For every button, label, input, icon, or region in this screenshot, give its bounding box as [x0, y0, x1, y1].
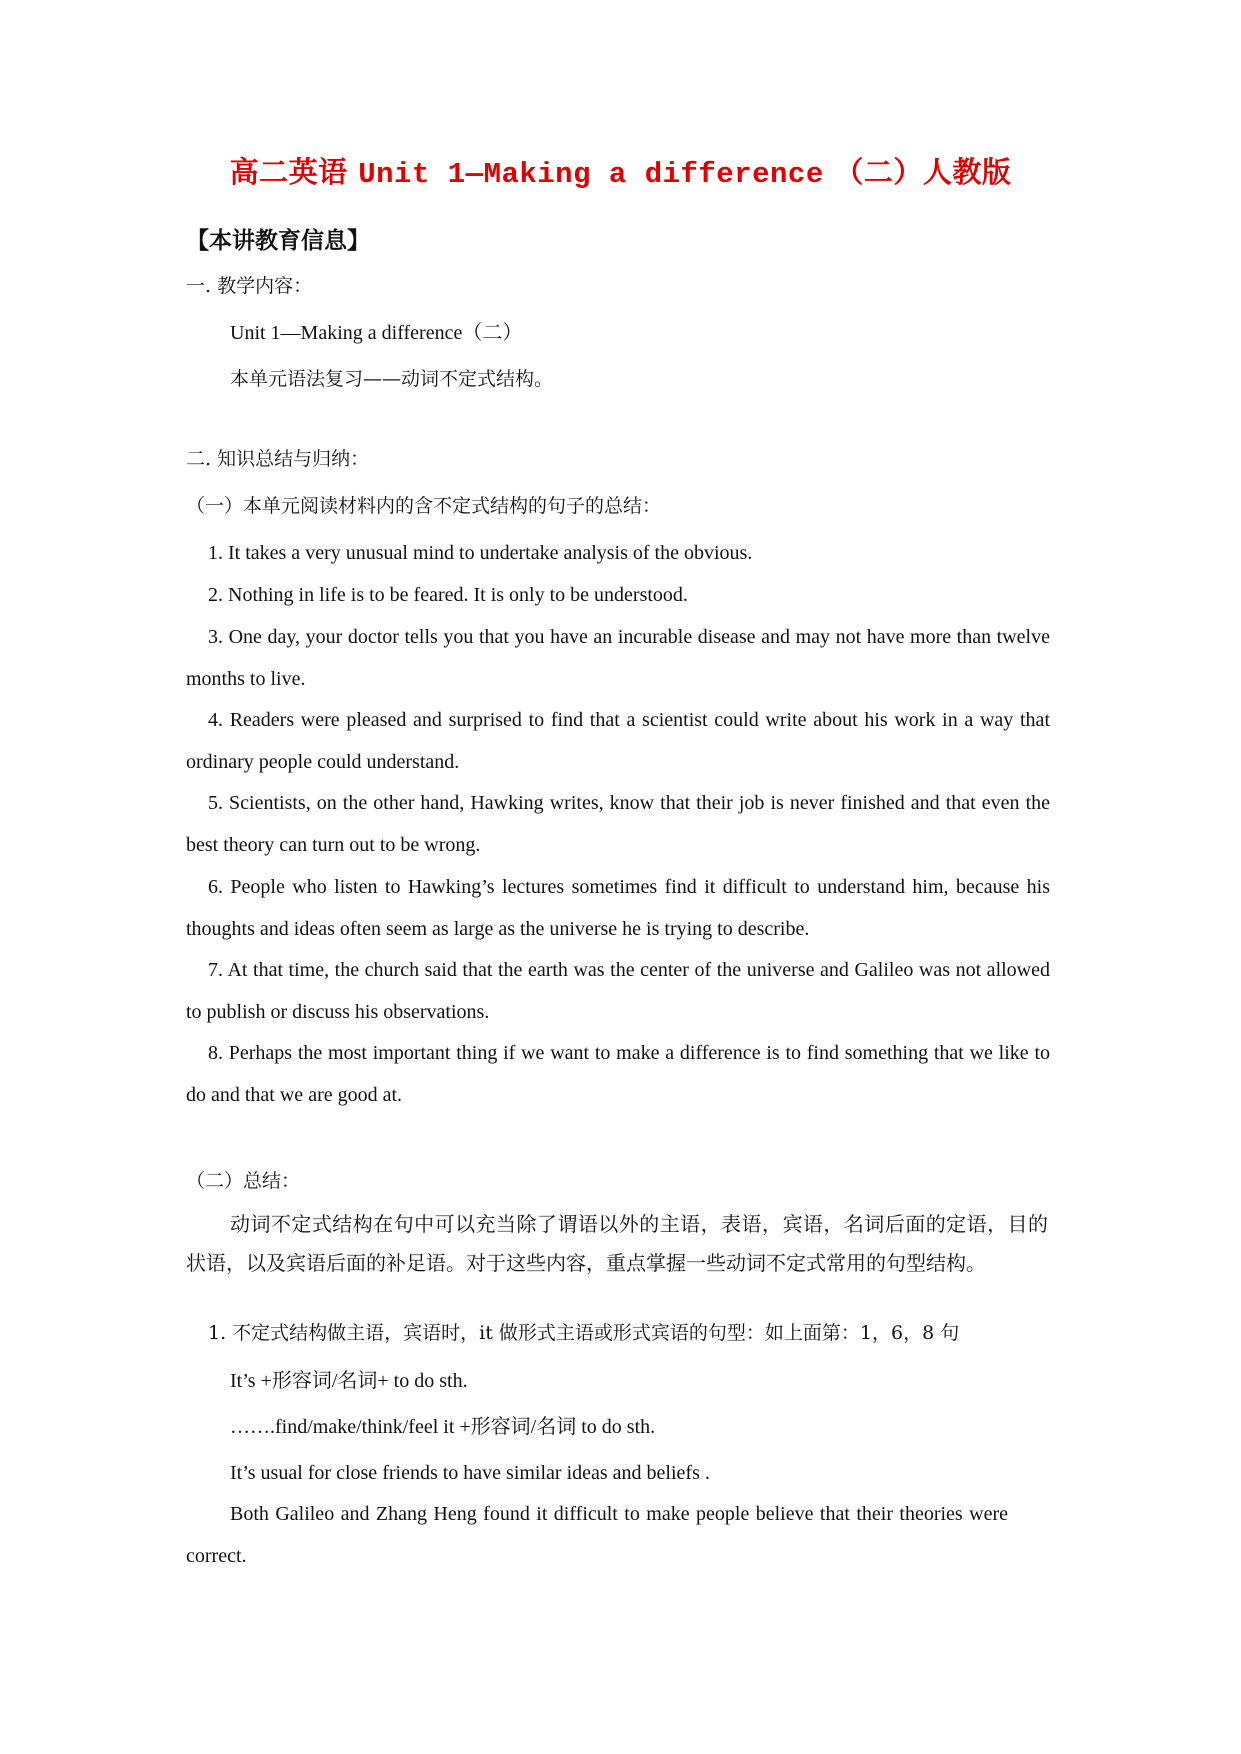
title-main: Unit 1—Making a difference: [358, 158, 824, 191]
part1-line1: Unit 1—Making a difference（二）: [230, 322, 523, 344]
sentence-item: [186, 699, 1050, 783]
example-2-text: Both Galileo and Zhang Heng found it difficult to make people believe that their theories were correct.: [186, 1503, 1008, 1567]
point-1: 1. 不定式结构做主语，宾语时，it 做形式主语或形式宾语的句型：如上面第：1，6，8 句: [208, 1322, 960, 1344]
pattern-2: …….find/make/think/feel it +形容词/名词 to do sth.: [230, 1416, 656, 1438]
example-1: It’s usual for close friends to have similar ideas and beliefs .: [230, 1462, 710, 1484]
part1-line2: 本单元语法复习——动词不定式结构。: [230, 368, 554, 390]
sentence-text: 6. People who listen to Hawking’s lectures sometimes find it difficult to understand him, because his thoughts and ideas often seem as large as the universe he is trying to describe.: [186, 876, 1050, 940]
title-prefix: 高二英语: [229, 155, 348, 189]
summary-paragraph: [186, 1205, 1048, 1283]
document-title: [0, 150, 1241, 191]
sentence-item: [186, 782, 1050, 866]
sentence-text: 7. At that time, the church said that the earth was the center of the universe and Galileo was not allowed to publish or discuss his observations.: [186, 959, 1050, 1023]
part2-sub2: （二）总结：: [186, 1170, 301, 1192]
sentence-text: 5. Scientists, on the other hand, Hawking writes, know that their job is never finished and that even the best theory can turn out to be wrong.: [186, 792, 1050, 856]
sentence-text: 3. One day, your doctor tells you that you have an incurable disease and may not have more than twelve months to live.: [186, 626, 1050, 690]
sentence-text: 4. Readers were pleased and surprised to find that a scientist could write about his work in a way that ordinary people could understand.: [186, 709, 1050, 773]
sentence-item: 1. It takes a very unusual mind to undertake analysis of the obvious.: [208, 542, 753, 564]
sentence-item: [186, 616, 1050, 700]
sentence-text: 8. Perhaps the most important thing if we want to make a difference is to find something that we like to do and that we are good at.: [186, 1042, 1050, 1106]
pattern-1: It’s +形容词/名词+ to do sth.: [230, 1370, 468, 1392]
part2-heading: 二. 知识总结与归纳：: [186, 448, 370, 470]
summary-text: 动词不定式结构在句中可以充当除了谓语以外的主语，表语，宾语，名词后面的定语，目的状语，以及宾语后面的补足语。对于这些内容，重点掌握一些动词不定式常用的句型结构。: [186, 1212, 1048, 1275]
title-suffix: （二）人教版: [834, 155, 1012, 189]
sentence-item: [186, 866, 1050, 950]
example-2: [186, 1493, 1008, 1577]
sentence-item: [186, 1032, 1050, 1116]
sentence-item: [186, 949, 1050, 1033]
part1-heading: 一. 教学内容：: [186, 275, 313, 297]
section-header: 【本讲教育信息】: [186, 228, 370, 254]
sentence-item: 2. Nothing in life is to be feared. It is only to be understood.: [208, 584, 688, 606]
part2-sub1: （一）本单元阅读材料内的含不定式结构的句子的总结：: [186, 495, 662, 517]
